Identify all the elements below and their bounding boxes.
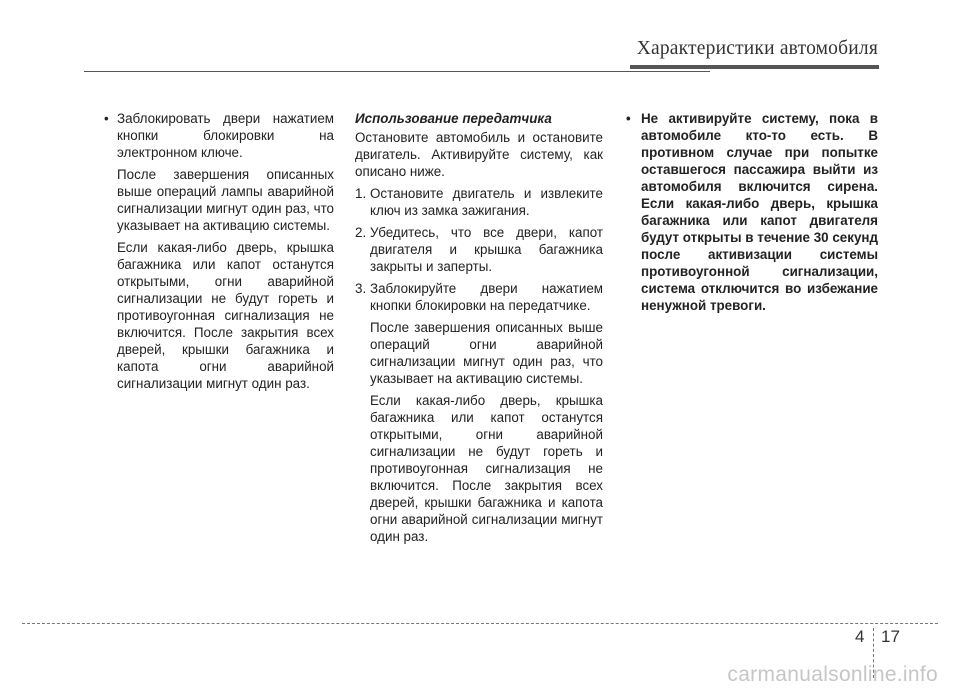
warning-item	[626, 110, 878, 314]
subsection-title: Использование передатчика	[355, 111, 552, 126]
footer-rule	[22, 623, 938, 624]
chapter-number: 4	[855, 627, 865, 646]
numbered-step	[355, 280, 603, 314]
column-3	[626, 110, 878, 314]
watermark: carmanualsonline.info	[727, 663, 938, 686]
column-1	[102, 110, 334, 392]
step-text: Остановите двигатель и извлеките ключ из замка зажигания.	[370, 186, 603, 218]
numbered-step	[355, 185, 603, 219]
step-number: 3.	[355, 281, 367, 296]
bullet-text: Заблокировать двери нажатием кнопки блокировки на электронном ключе.	[117, 111, 334, 160]
bullet-icon: •	[626, 111, 631, 126]
paragraph: После завершения описанных выше операций огни аварийной сигнализации мигнут один раз, что указывает на активацию системы.	[370, 320, 603, 386]
step-number: 1.	[355, 186, 367, 201]
header-rule-thick	[630, 65, 879, 69]
step-text: Убедитесь, что все двери, капот двигателя и крышка багажника закрыты и заперты.	[370, 225, 603, 274]
warning-text: Не активируйте систему, пока в автомобиле кто-то есть. В противном случае при попытке оставшегося пассажира выйти из автомобиля включится сирена. Если какая-либо дверь, крышка багажника или капот двигателя будут открыты в течение 30 секунд после активизации системы противоугонной сигнализации, система отключится во избежание ненужной тревоги.	[641, 111, 878, 313]
step-text: Заблокируйте двери нажатием кнопки блокировки на передатчике.	[370, 281, 603, 313]
step-number: 2.	[355, 225, 367, 240]
numbered-step	[355, 224, 603, 275]
bullet-icon: •	[104, 111, 109, 126]
paragraph: Если какая-либо дверь, крышка багажника или капот останутся открытыми, огни аварийной сигнализации не будут гореть и противоугонная сигнализация не включится. После закрытия всех дверей, крышки багажника и капота огни аварийной сигнализации мигнут один раз.	[117, 240, 334, 391]
section-title: Характеристики автомобиля	[636, 38, 878, 59]
bullet-item	[102, 110, 334, 161]
paragraph: После завершения описанных выше операций лампы аварийной сигнализации мигнут один раз, что указывает на активацию системы.	[117, 167, 334, 233]
paragraph: Если какая-либо дверь, крышка багажника или капот останутся открытыми, огни аварийной сигнализации не будут гореть и противоугонная сигнализация не включится. После закрытия всех дверей, крышки багажника и капота огни аварийной сигнализации мигнут один раз.	[370, 393, 603, 544]
header-rule-thin	[84, 71, 710, 72]
paragraph: Остановите автомобиль и остановите двигатель. Активируйте систему, как описано ниже.	[355, 130, 603, 179]
page-number: 17	[881, 627, 900, 646]
column-2	[355, 110, 603, 545]
